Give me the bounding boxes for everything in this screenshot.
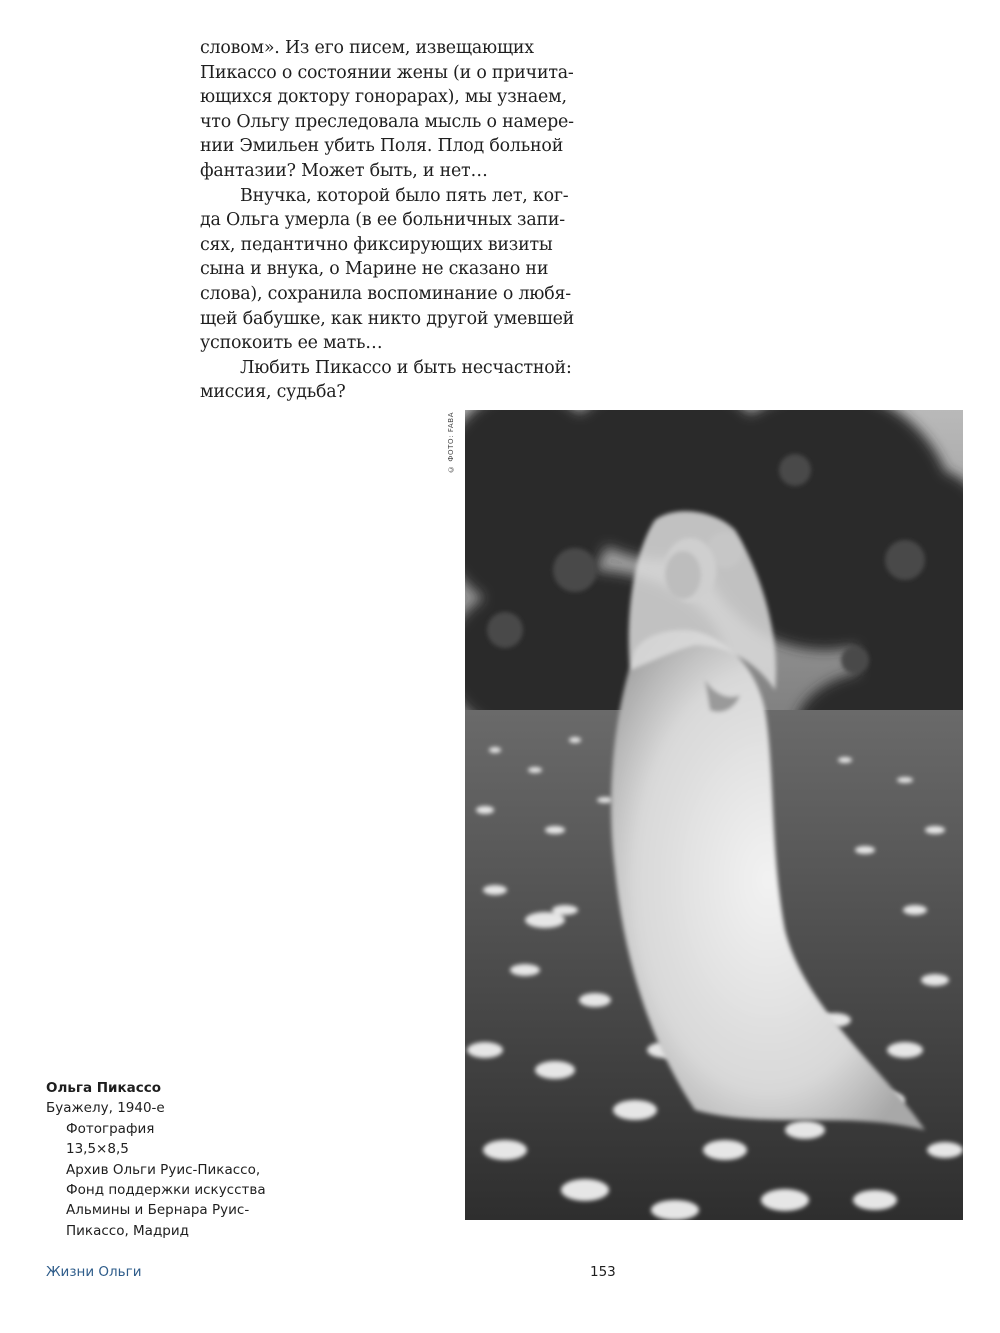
page-number: 153 <box>590 1264 616 1280</box>
body-line: Пикассо о состоянии жены (и о причита- <box>200 62 574 83</box>
body-line: ющихся доктору гонорарах), мы узнаем, <box>200 87 567 108</box>
body-text <box>200 36 600 405</box>
body-line: что Ольгу преследовала мысль о намере- <box>200 111 574 132</box>
footer-section-title: Жизни Ольги <box>46 1264 142 1280</box>
photo-credit: © ФОТО: FABA <box>447 412 455 474</box>
caption-detail: Пикассо, Мадрид <box>66 1222 189 1239</box>
body-line: Внучка, которой было пять лет, ког- <box>240 185 569 206</box>
body-line: сях, педантично фиксирующих визиты <box>200 234 553 255</box>
body-line: сына и внука, о Марине не сказано ни <box>200 259 549 280</box>
caption-subtitle: Буажелу, 1940-е <box>46 1100 165 1117</box>
body-line: нии Эмильен убить Поля. Плод больной <box>200 136 564 157</box>
caption-detail: Фотография <box>66 1120 155 1137</box>
caption-detail: 13,5×8,5 <box>66 1141 129 1158</box>
photo-image <box>465 410 963 1220</box>
body-line: фантазии? Может быть, и нет… <box>200 160 488 181</box>
caption-detail: Архив Ольги Руис-Пикассо, <box>66 1161 261 1178</box>
body-line: миссия, судьба? <box>200 382 346 403</box>
body-line: да Ольга умерла (в ее больничных запи- <box>200 210 565 231</box>
body-line: успокоить ее мать… <box>200 333 383 354</box>
caption-title: Ольга Пикассо <box>46 1080 162 1096</box>
caption-detail: Альмины и Бернара Руис- <box>66 1202 250 1219</box>
photo-olga-in-meadow <box>465 410 963 1220</box>
photo-caption <box>46 1078 306 1241</box>
body-line: слова), сохранила воспоминание о любя- <box>200 283 571 304</box>
body-line: щей бабушке, как никто другой умевшей <box>200 308 575 329</box>
caption-detail: Фонд поддержки искусства <box>66 1182 266 1199</box>
body-line: Любить Пикассо и быть несчастной: <box>240 357 572 378</box>
body-line: словом». Из его писем, извещающих <box>200 38 534 58</box>
